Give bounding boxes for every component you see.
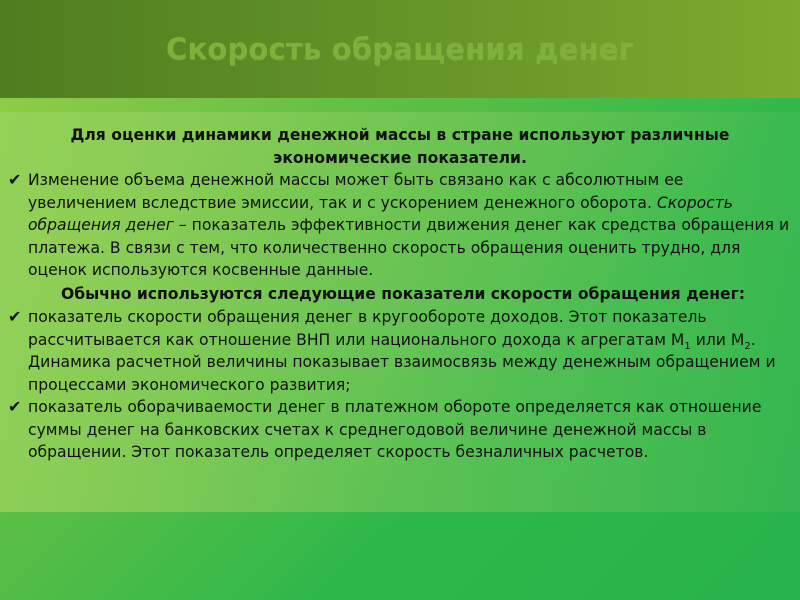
checkmark-icon: ✔ [8, 170, 22, 189]
sub-heading: Обычно используются следующие показатели скорости обращения денег: [60, 284, 745, 303]
item1-text-after: – показатель эффективности движения денег как средства обращения и платежа. В связи с тем, что количественно скорость обращения оценить трудно, для оценок используются косвенные данные. [28, 216, 790, 279]
title-bar [0, 0, 800, 98]
checkmark-icon: ✔ [8, 307, 22, 326]
bullet-item-income-velocity [8, 306, 792, 396]
item2-subscript-2: 2 [744, 340, 751, 352]
item1-text-before: Изменение объема денежной массы может быть связано как с абсолютным ее увеличением вследствие эмиссии, так и с ускорением денежного оборота. [28, 171, 684, 212]
bullet-item-payment-turnover [8, 396, 792, 464]
item2-text-c: . Динамика расчетной величины показывает взаимосвязь между денежным обращением и процессами экономического развития; [28, 330, 776, 394]
checkmark-icon: ✔ [8, 397, 22, 416]
intro-text: Для оценки динамики денежной массы в стране используют различные экономические показатели. [70, 126, 730, 167]
item2-subscript-1: 1 [684, 340, 691, 352]
content-panel [0, 112, 800, 512]
item2-text-a: показатель скорости обращения денег в кругообороте доходов. Этот показатель рассчитывается как отношение ВНП или национального дохода к агрегатам М [28, 308, 707, 349]
item2-text-b: или М [690, 330, 745, 349]
item1-italic-term: Скорость обращения денег [28, 193, 733, 234]
bullet-item-money-supply [8, 169, 792, 282]
item3-text: показатель оборачиваемости денег в платежном обороте определяется как отношение суммы денег на банковских счетах к среднегодовой величине денежной массы в обращении. Этот показатель определяет скорость безналичных расчетов. [28, 398, 762, 461]
slide-title: Скорость обращения денег [165, 32, 635, 66]
